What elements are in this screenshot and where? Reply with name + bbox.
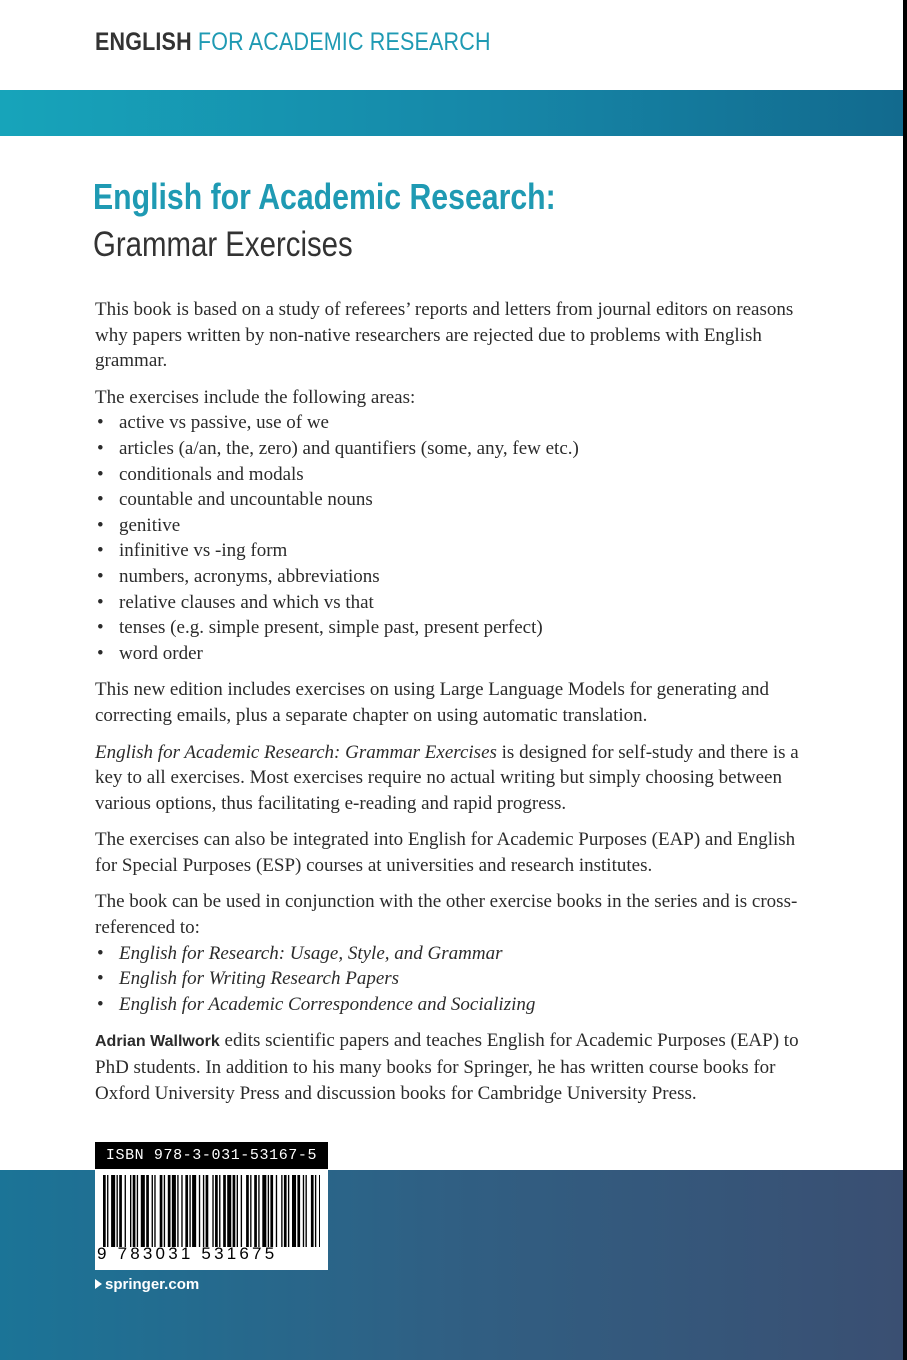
play-arrow-icon (95, 1279, 102, 1289)
series-name (95, 28, 491, 57)
list-item: • genitive (95, 513, 815, 539)
design-text: is designed for self-study and there is a key to all exercises. Most exercises require no actual writing but simply choosing between various options, thus facilitating e-reading and rapid progress. (95, 741, 799, 814)
bullet-icon: • (97, 489, 104, 511)
list-item: • countable and uncountable nouns (95, 487, 815, 513)
publisher-url: springer.com (105, 1276, 200, 1293)
design-paragraph (95, 740, 815, 817)
author-paragraph (95, 1028, 815, 1106)
integration-paragraph: The exercises can also be integrated into English for Academic Purposes (EAP) and English for Special Purposes (ESP) courses at universities and research institutes. (95, 829, 796, 876)
bullet-icon: • (97, 565, 104, 587)
bullet-icon: • (97, 591, 104, 613)
list-item: • word order (95, 641, 815, 667)
intro-paragraph: This book is based on a study of referees’ reports and letters from journal editors on reasons why papers written by non-native researchers are rejected due to problems with English grammar. (95, 299, 794, 372)
publisher-link[interactable] (95, 1276, 199, 1293)
author-name: Adrian Wallwork (95, 1033, 220, 1051)
list-item: • conditionals and modals (95, 462, 815, 488)
list-item: • English for Academic Correspondence and Socializing (95, 992, 815, 1018)
new-edition-paragraph: This new edition includes exercises on using Large Language Models for generating and correcting emails, plus a separate chapter on using automatic translation. (95, 679, 769, 726)
series-lead: The book can be used in conjunction with the other exercise books in the series and is cross-referenced to: (95, 891, 798, 939)
bullet-icon: • (97, 968, 104, 990)
bullet-icon: • (97, 993, 104, 1015)
areas-lead: The exercises include the following areas: (95, 386, 416, 408)
author-bio: edits scientific papers and teaches English for Academic Purposes (EAP) to PhD students. In addition to his many books for Springer, he has written course books for Oxford University Press and discussion books for Cambridge University Press. (95, 1030, 799, 1104)
list-item: • active vs passive, use of we (95, 410, 815, 436)
bullet-icon: • (97, 617, 104, 639)
bullet-icon: • (97, 463, 104, 485)
list-item: • articles (a/an, the, zero) and quantifiers (some, any, few etc.) (95, 436, 815, 462)
series-name-rest: FOR ACADEMIC RESEARCH (197, 28, 491, 56)
list-item: • infinitive vs -ing form (95, 538, 815, 564)
barcode-bars (103, 1175, 320, 1247)
book-title: English for Academic Research: (93, 176, 556, 217)
bullet-icon: • (97, 437, 104, 459)
blurb (95, 297, 815, 1117)
series-name-bold: ENGLISH (95, 28, 192, 56)
bullet-icon: • (97, 942, 104, 964)
barcode-digits: 9 783031 531675 (97, 1244, 278, 1263)
bullet-icon: • (97, 412, 104, 434)
related-books-list (95, 941, 815, 1018)
bullet-icon: • (97, 642, 104, 664)
areas-list (95, 410, 815, 666)
list-item: • English for Research: Usage, Style, and Grammar (95, 941, 815, 967)
list-item: • numbers, acronyms, abbreviations (95, 564, 815, 590)
bullet-icon: • (97, 514, 104, 536)
page-edge (903, 0, 907, 1360)
book-subtitle: Grammar Exercises (93, 225, 353, 264)
design-book-title: English for Academic Research: Grammar Exercises (95, 741, 497, 763)
list-item: • relative clauses and which vs that (95, 590, 815, 616)
isbn-label: ISBN 978-3-031-53167-5 (95, 1142, 328, 1169)
top-color-band (0, 90, 903, 136)
list-item: • English for Writing Research Papers (95, 966, 815, 992)
list-item: • tenses (e.g. simple present, simple past, present perfect) (95, 615, 815, 641)
bullet-icon: • (97, 540, 104, 562)
